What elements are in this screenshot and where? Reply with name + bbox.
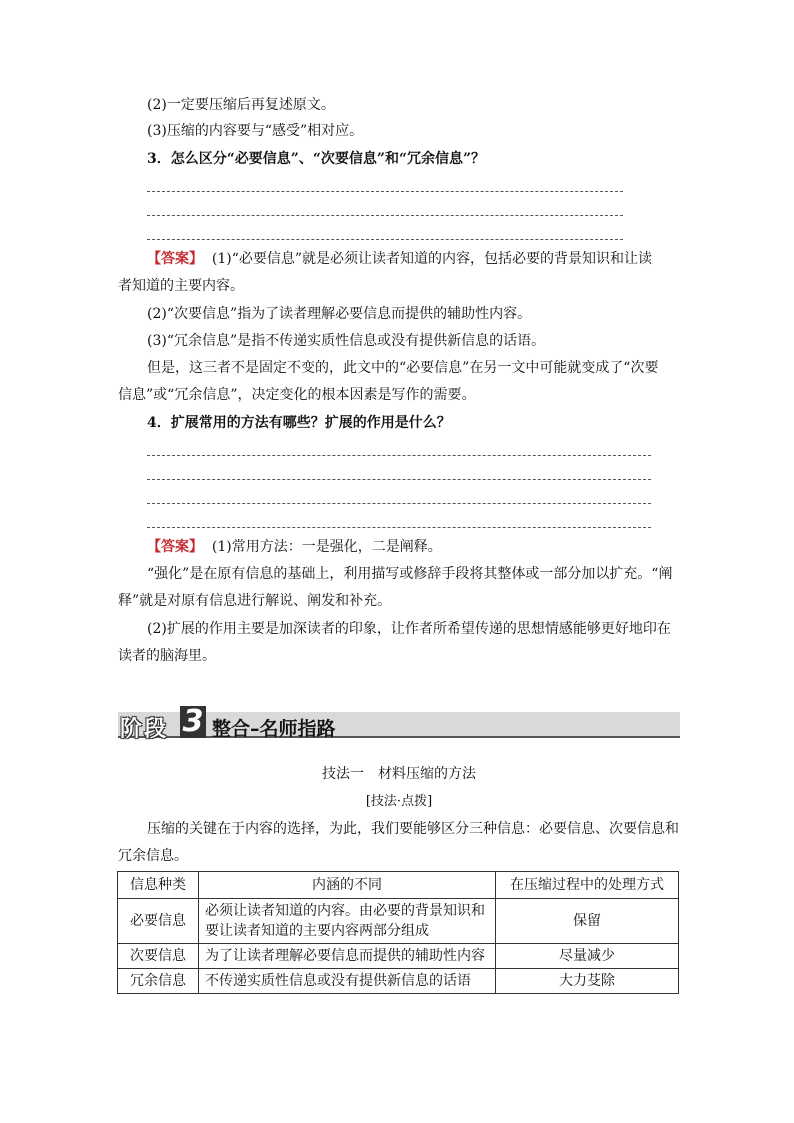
answer-blank-line — [147, 479, 651, 480]
answer-3-note-line-2: 信息”或“冗余信息”，决定变化的根本因素是写作的需要。 — [118, 387, 476, 403]
answer-4-line-1 — [147, 537, 442, 557]
table-cell: 不传递实质性信息或没有提供新信息的话语 — [199, 969, 496, 994]
answer-4-text: (1)常用方法：一是强化，二是阐释。 — [211, 539, 442, 555]
info-type-table — [117, 871, 679, 994]
answer-blank-line — [147, 503, 651, 504]
table-header-cell: 内涵的不同 — [199, 872, 496, 899]
table-cell: 保留 — [496, 899, 679, 944]
answer-blank-line — [147, 455, 651, 456]
answer-3-text: (1)“必要信息”就是必须让读者知道的内容，包括必要的背景知识和让读 — [211, 251, 653, 267]
table-cell: 次要信息 — [118, 944, 199, 969]
answer-blank-line — [147, 215, 623, 216]
answer-3-line-2: 者知道的主要内容。 — [118, 278, 244, 294]
paragraph-compress-3: (3)压缩的内容要与“感受”相对应。 — [147, 123, 364, 139]
answer-3-line-1 — [147, 249, 652, 269]
answer-4-intensify-line-2: 释”就是对原有信息进行解说、阐发和补充。 — [118, 593, 392, 609]
method-intro-line-2: 冗余信息。 — [118, 848, 188, 864]
method-title: 技法一 材料压缩的方法 — [322, 766, 476, 782]
answer-tag: 【答案】 — [147, 251, 203, 267]
table-header-cell: 在压缩过程中的处理方式 — [496, 872, 679, 899]
table-cell: 大力芟除 — [496, 969, 679, 994]
stage-banner — [118, 704, 680, 742]
method-subtitle: [技法·点拨] — [365, 794, 433, 809]
paragraph-compress-2: (2)一定要压缩后再复述原文。 — [147, 97, 335, 113]
answer-3-point-2: (2)“次要信息”指为了读者理解必要信息而提供的辅助性内容。 — [147, 306, 532, 322]
answer-3-point-3: (3)“冗余信息”是指不传递实质性信息或没有提供新信息的话语。 — [147, 333, 546, 349]
answer-blank-line — [147, 527, 651, 528]
banner-title: 整合–名师指路 — [212, 718, 336, 740]
answer-4-effect-line-1: (2)扩展的作用主要是加深读者的印象，让作者所希望传递的思想情感能够更好地印在 — [147, 621, 671, 637]
table-header-row — [118, 872, 679, 899]
table-cell: 必须让读者知道的内容。由必要的背景知识和要让读者知道的主要内容两部分组成 — [199, 899, 496, 944]
table-row — [118, 944, 679, 969]
banner-stage-number: 3 — [180, 706, 206, 738]
table-row — [118, 969, 679, 994]
table-cell: 为了让读者理解必要信息而提供的辅助性内容 — [199, 944, 496, 969]
table-header-cell: 信息种类 — [118, 872, 199, 899]
answer-tag: 【答案】 — [147, 539, 203, 555]
table-cell: 冗余信息 — [118, 969, 199, 994]
method-intro-line-1: 压缩的关键在于内容的选择，为此，我们要能够区分三种信息：必要信息、次要信息和 — [147, 821, 679, 837]
table-cell: 必要信息 — [118, 899, 199, 944]
table-row — [118, 899, 679, 944]
answer-4-effect-line-2: 读者的脑海里。 — [118, 648, 216, 664]
answer-3-note-line-1: 但是，这三者不是固定不变的，此文中的“必要信息”在另一文中可能就变成了“次要 — [147, 360, 659, 376]
table-cell: 尽量减少 — [496, 944, 679, 969]
banner-stage-label: 阶段 — [120, 717, 169, 742]
answer-4-intensify-line-1: “强化”是在原有信息的基础上，利用描写或修辞手段将其整体或一部分加以扩充。“阐 — [147, 566, 673, 582]
answer-blank-line — [147, 191, 623, 192]
question-4: 4．扩展常用的方法有哪些？扩展的作用是什么？ — [147, 415, 451, 431]
answer-blank-line — [147, 239, 623, 240]
question-3: 3．怎么区分“必要信息”、“次要信息”和“冗余信息”？ — [147, 151, 486, 167]
